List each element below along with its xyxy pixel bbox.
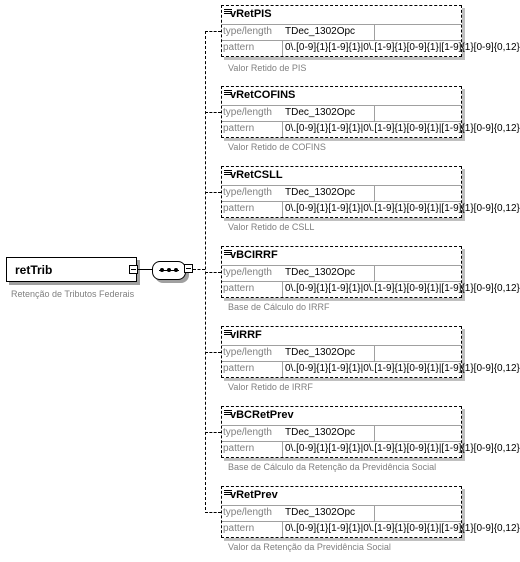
type-value: TDec_1302Opc — [285, 347, 356, 358]
child-element-name: vBCIRRF — [230, 249, 278, 261]
type-length-row — [222, 425, 461, 441]
type-length-row — [222, 105, 461, 121]
root-connector-line — [137, 269, 152, 270]
pattern-value: 0\.[0-9]{1}[1-9]{1}|0\.[1-9]{1}[0-9]{1}|[1-9]{1}[0-9]{0,12} — [285, 443, 520, 454]
child-element-box[interactable] — [221, 5, 520, 57]
child-element-box[interactable] — [221, 406, 520, 458]
type-value: TDec_1302Opc — [285, 427, 356, 438]
pattern-row — [222, 40, 520, 56]
pattern-label: pattern — [223, 523, 255, 534]
pattern-label: pattern — [223, 203, 255, 214]
type-value: TDec_1302Opc — [285, 507, 356, 518]
pattern-label: pattern — [223, 42, 255, 53]
child-branch-line — [205, 512, 221, 513]
child-element-description: Valor Retido de PIS — [228, 63, 307, 73]
pattern-label: pattern — [223, 283, 255, 294]
type-length-row — [222, 345, 461, 361]
type-length-row — [222, 265, 461, 281]
pattern-label: pattern — [223, 123, 255, 134]
pattern-label: pattern — [223, 363, 255, 374]
pattern-value: 0\.[0-9]{1}[1-9]{1}|0\.[1-9]{1}[0-9]{1}|[1-9]{1}[0-9]{0,12} — [285, 42, 520, 53]
type-value: TDec_1302Opc — [285, 267, 356, 278]
type-length-row — [222, 185, 461, 201]
child-branch-line — [205, 272, 221, 273]
child-element-box[interactable] — [221, 326, 520, 378]
pattern-row — [222, 361, 520, 377]
child-element-box[interactable] — [221, 166, 520, 218]
pattern-row — [222, 281, 520, 297]
pattern-row — [222, 441, 520, 457]
child-element-description: Valor da Retenção da Previdência Social — [228, 542, 391, 552]
child-element-box[interactable] — [221, 246, 520, 298]
type-length-label: type/length — [223, 107, 272, 118]
type-length-label: type/length — [223, 507, 272, 518]
child-element-description: Valor Retido de COFINS — [228, 142, 326, 152]
child-branch-line — [205, 352, 221, 353]
sequence-collapse-toggle-icon[interactable] — [184, 264, 193, 273]
child-element-name: vRetCOFINS — [230, 89, 296, 101]
child-element-name: vIRRF — [230, 329, 262, 341]
pattern-value: 0\.[0-9]{1}[1-9]{1}|0\.[1-9]{1}[0-9]{1}|[1-9]{1}[0-9]{0,12} — [285, 523, 520, 534]
type-value: TDec_1302Opc — [285, 187, 356, 198]
child-branch-line — [205, 112, 221, 113]
child-element-description: Base de Cálculo da Retenção da Previdência Social — [228, 462, 437, 472]
pattern-row — [222, 521, 520, 537]
type-value: TDec_1302Opc — [285, 107, 356, 118]
child-element-name: vRetPrev — [230, 489, 278, 501]
type-length-row — [222, 24, 461, 40]
root-element-box[interactable] — [6, 257, 137, 282]
root-element-name: retTrib — [15, 263, 53, 277]
pattern-value: 0\.[0-9]{1}[1-9]{1}|0\.[1-9]{1}[0-9]{1}|[1-9]{1}[0-9]{0,12} — [285, 123, 520, 134]
child-branch-line — [205, 192, 221, 193]
type-length-row — [222, 505, 461, 521]
type-length-label: type/length — [223, 427, 272, 438]
pattern-value: 0\.[0-9]{1}[1-9]{1}|0\.[1-9]{1}[0-9]{1}|[1-9]{1}[0-9]{0,12} — [285, 203, 520, 214]
child-branch-line — [205, 31, 221, 32]
child-element-name: vRetCSLL — [230, 169, 283, 181]
pattern-row — [222, 121, 520, 137]
child-element-description: Base de Cálculo do IRRF — [228, 302, 330, 312]
type-length-label: type/length — [223, 347, 272, 358]
pattern-label: pattern — [223, 443, 255, 454]
sequence-connector-line — [193, 269, 205, 270]
type-length-label: type/length — [223, 267, 272, 278]
type-length-label: type/length — [223, 26, 272, 37]
child-element-box[interactable] — [221, 86, 520, 138]
child-branch-line — [205, 432, 221, 433]
root-element-description: Retenção de Tributos Federais — [11, 289, 135, 299]
child-element-description: Valor Retido de CSLL — [228, 222, 315, 232]
child-element-description: Valor Retido de IRRF — [228, 382, 313, 392]
children-trunk-line — [205, 31, 206, 510]
type-value: TDec_1302Opc — [285, 26, 356, 37]
pattern-value: 0\.[0-9]{1}[1-9]{1}|0\.[1-9]{1}[0-9]{1}|[1-9]{1}[0-9]{0,12} — [285, 363, 520, 374]
sequence-compositor-icon[interactable] — [152, 261, 186, 280]
child-element-name: vBCRetPrev — [230, 409, 294, 421]
child-element-name: vRetPIS — [230, 8, 272, 20]
type-length-label: type/length — [223, 187, 272, 198]
pattern-row — [222, 201, 520, 217]
pattern-value: 0\.[0-9]{1}[1-9]{1}|0\.[1-9]{1}[0-9]{1}|[1-9]{1}[0-9]{0,12} — [285, 283, 520, 294]
child-element-box[interactable] — [221, 486, 520, 538]
